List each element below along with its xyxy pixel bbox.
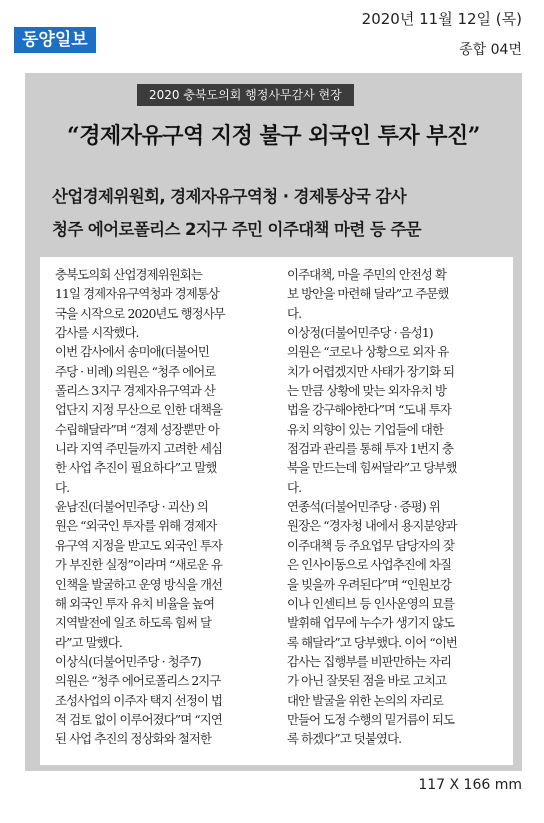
body-line: 이주대책, 마을 주민의 안전성 확 [287, 267, 447, 282]
body-line: 발휘해 업무에 누수가 생기지 않도 [287, 615, 455, 631]
body-line: 된 사업 추진의 정상화와 철저한 [55, 731, 212, 747]
body-line: 다. [55, 479, 70, 495]
body-line: 한 사업 추진이 필요하다”고 말했 [55, 460, 217, 476]
article-body [40, 257, 513, 765]
body-line: 은 인사이동으로 사업추진에 차질 [287, 557, 452, 573]
body-line: 다. [287, 305, 302, 321]
clip-size: 117 X 166 mm [418, 777, 522, 793]
body-line: 충북도의회 산업경제위원회는 [55, 267, 202, 282]
body-line: 이나 인센티브 등 인사운영의 묘를 [287, 595, 455, 611]
body-line: 라”고 말했다. [55, 634, 122, 650]
body-line: 북을 만드는데 힘써달라”고 당부했 [287, 460, 457, 476]
body-line: 폴리스 3지구 경제자유구역과 산 [55, 383, 216, 399]
body-line: 을 빚을까 우려된다”며 “인원보강 [287, 576, 451, 592]
page-section: 종합 04면 [459, 42, 522, 58]
body-line: 윤남진(더불어민주당 · 괴산) 의 [55, 499, 208, 515]
body-line: 가 부진한 실정”이라며 “새로운 유 [55, 557, 222, 573]
body-line: 이상정(더불어민주당 · 음성1) [287, 325, 433, 341]
body-line: 수립해달라”며 “경제 성장뿐만 아 [55, 421, 219, 437]
body-line: 니라 지역 주민들까지 고려한 세심 [55, 441, 223, 457]
body-line: 만들어 도정 수행의 밑거름이 되도 [287, 711, 455, 727]
body-line: 연종석(더불어민주당 · 증평) 위 [287, 499, 440, 515]
publication-date: 2020년 11월 12일 (목) [361, 10, 522, 28]
article-header [25, 73, 522, 266]
body-line: 법을 강구해야한다”며 “도내 투자 [287, 402, 451, 418]
body-line: 감사를 시작했다. [55, 325, 139, 341]
body-line: 점검과 관리를 통해 투자 1번지 충 [287, 441, 454, 457]
body-line: 이번 감사에서 송미애(더불어민 [55, 344, 209, 360]
body-line: 보 방안을 마련해 달라”고 주문했 [287, 286, 449, 302]
right-column [287, 265, 509, 749]
series-tag: 2020 충북도의회 행정사무감사 현장 [137, 84, 354, 106]
subheadline-1: 산업경제위원회, 경제자유구역청 · 경제통상국 감사 [52, 187, 407, 206]
body-line: 조성사업의 이주자 택지 선정이 법 [55, 692, 223, 708]
body-line: 지역발전에 일조 하도록 힘써 달 [55, 615, 212, 631]
body-line: 11일 경제자유구역청과 경제통상 [55, 286, 219, 302]
body-line: 감사는 집행부를 비판만하는 자리 [287, 653, 452, 669]
body-line: 이주대책 등 주요업무 담당자의 잦 [287, 537, 455, 553]
body-line: 가 아닌 잘못된 점을 바로 고치고 [287, 673, 447, 689]
body-line: 의원은 “청주 에어로폴리스 2지구 [55, 673, 221, 689]
body-line: 적 검토 없이 이루어졌다”며 “지연 [55, 711, 222, 727]
body-line: 대안 발굴을 위한 논의의 자리로 [287, 692, 444, 708]
body-line: 유구역 지정을 받고도 외국인 투자 [55, 537, 223, 553]
body-line: 록 해달라”고 당부했다. 이어 “이번 [287, 634, 457, 650]
body-line: 이상식(더불어민주당 · 청주7) [55, 653, 201, 669]
body-line: 록 하겠다”고 덧붙였다. [287, 731, 402, 747]
body-line: 는 만큼 상황에 맞는 외자유치 방 [287, 383, 447, 399]
left-column [55, 265, 277, 749]
newspaper-logo: 동양일보 [14, 27, 96, 53]
body-line: 유치 의향이 있는 기업들에 대한 [287, 421, 444, 437]
subheadline-2: 청주 에어로폴리스 2지구 주민 이주대책 마련 등 주문 [52, 220, 422, 239]
body-line: 해 외국인 투자 유치 비율을 높여 [55, 595, 215, 611]
headline: “경제자유구역 지정 불구 외국인 투자 부진” [67, 123, 480, 149]
body-line: 원은 “외국인 투자를 위해 경제자 [55, 518, 217, 534]
body-line: 국을 시작으로 2020년도 행정사무 [55, 305, 225, 321]
body-line: 원장은 “경자청 내에서 용지분양과 [287, 518, 457, 534]
body-line: 치가 어렵겠지만 사태가 장기화 되 [287, 363, 455, 379]
body-line: 인책을 발굴하고 운영 방식을 개선 [55, 576, 223, 592]
body-line: 다. [287, 479, 302, 495]
body-line: 의원은 “코로나 상황으로 외자 유 [287, 344, 449, 360]
body-line: 주당 · 비례) 의원은 “청주 에어로 [55, 363, 216, 379]
article-clipping [25, 73, 522, 771]
body-line: 업단지 지정 무산으로 인한 대책을 [55, 402, 223, 418]
